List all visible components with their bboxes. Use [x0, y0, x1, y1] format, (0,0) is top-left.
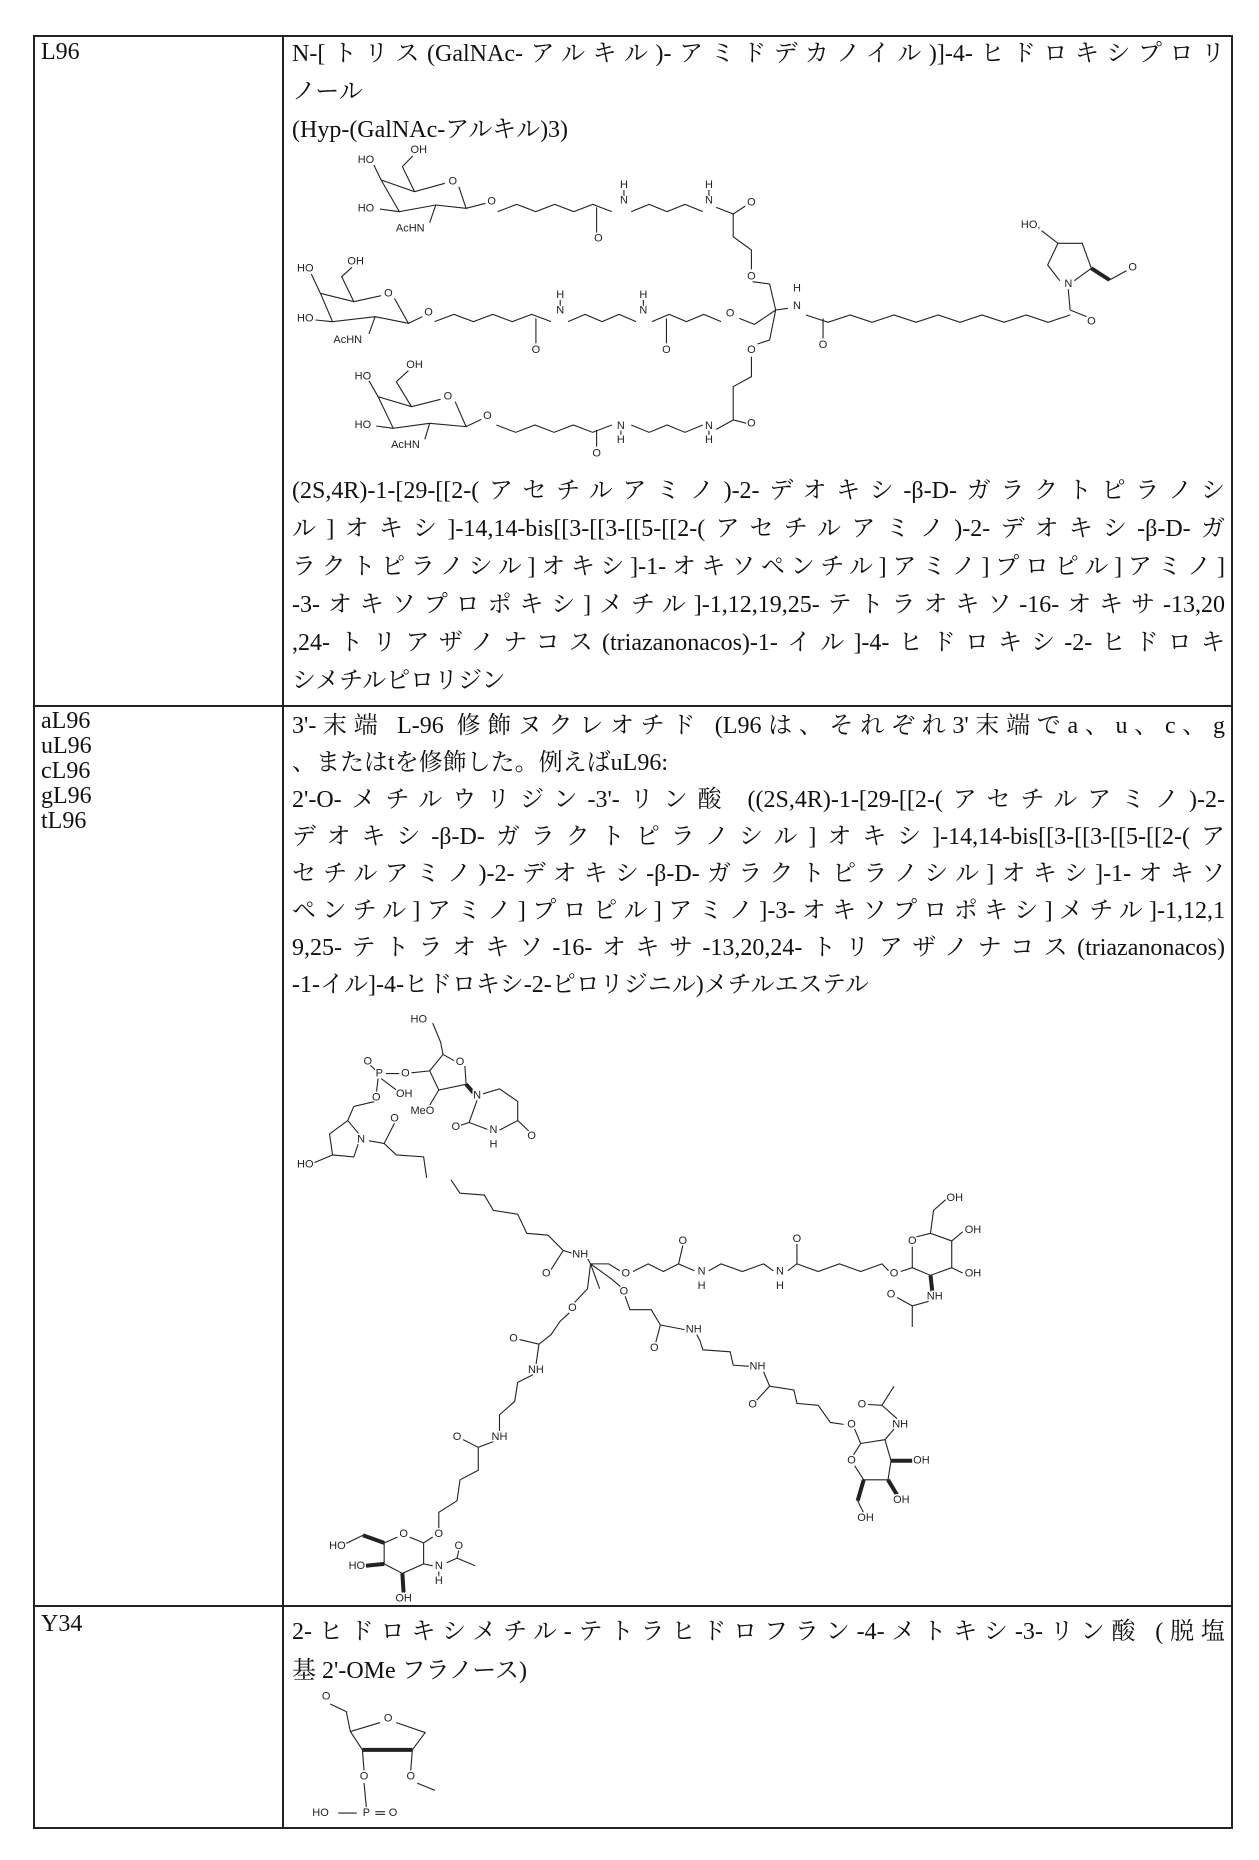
atom-label: O — [363, 1055, 372, 1067]
text-line: (Hyp-(GalNAc-アルキル)3) — [292, 111, 1225, 149]
atom-label: OH — [411, 144, 428, 156]
atom-label: OH — [893, 1494, 910, 1506]
l96-variant-description — [292, 708, 1225, 1004]
atom-label: N — [1064, 278, 1072, 290]
atom-label: H — [705, 179, 713, 191]
l96-iupac-name — [292, 472, 1225, 700]
atom-label: H — [435, 1575, 443, 1587]
bonds — [330, 1704, 435, 1814]
atom-label: H — [617, 434, 625, 446]
text-line: -3-オキソプロポキシ]メチル]-1,12,19,25-テトラオキソ-16-オキサ-13,20 — [292, 586, 1225, 624]
table-border-bottom — [33, 1827, 1233, 1829]
atom-label: O — [389, 1807, 398, 1819]
atom-label: O — [527, 1130, 536, 1142]
atom-label: OH — [857, 1512, 874, 1524]
atom-label: O — [401, 1068, 410, 1080]
text-line: ル]オキシ]-14,14-bis[[3-[[3-[[5-[[2-(アセチルアミノ)-2-デオキシ-β-D-ガ — [292, 510, 1225, 548]
atom-label: O — [322, 1691, 331, 1703]
code-gl96: gL96 — [41, 784, 92, 809]
atom-label: OH — [406, 359, 423, 371]
atom-label: HO — [329, 1540, 346, 1552]
atom-label: O — [747, 344, 756, 356]
atom-label: O — [532, 344, 541, 356]
atom-label: O — [448, 176, 457, 188]
atom-label: O — [384, 287, 393, 299]
atom-label: H — [639, 289, 647, 301]
atom-label: N — [639, 305, 647, 317]
atom-label: O — [592, 447, 601, 459]
atom-label: N — [617, 420, 625, 432]
atom-label: O — [453, 1431, 462, 1443]
atom-label: O — [747, 197, 756, 209]
atom-label: O — [594, 232, 603, 244]
atom-label: AcHN — [396, 222, 425, 234]
atom-label: H — [705, 434, 713, 446]
atom-label: O — [456, 1056, 465, 1068]
atom-label: O — [847, 1418, 856, 1430]
atom-label: N — [705, 420, 713, 432]
atom-label: OH — [395, 1592, 412, 1604]
text-line: 、またはtを修飾した。例えばuL96: — [292, 745, 1225, 782]
atom-label: HO — [297, 312, 314, 324]
text-line: シメチルピロリジン — [292, 662, 1225, 700]
atom-label: O — [890, 1267, 899, 1279]
atom-label: N — [698, 1266, 706, 1278]
atom-label: H — [776, 1280, 784, 1292]
chemical-structure-ul96 — [284, 1004, 1234, 1604]
atom-label: AcHN — [391, 439, 420, 451]
atom-label: O — [406, 1770, 415, 1782]
atom-label: OH — [913, 1455, 930, 1467]
atom-label: NH — [686, 1324, 702, 1336]
atom-label: O — [858, 1399, 867, 1411]
atom-label: NH — [492, 1431, 508, 1443]
text-line: 3'-末端 L-96 修飾ヌクレオチド (L96は、それぞれ3'末端でa、u、c、g — [292, 708, 1225, 745]
atom-label: O — [1087, 316, 1096, 328]
atom-label: HO — [297, 1159, 314, 1171]
atom-label: O — [620, 1285, 629, 1297]
atom-label: HO, — [1021, 219, 1041, 231]
atom-label: P — [376, 1068, 383, 1080]
row-divider — [33, 1605, 1233, 1607]
atom-label: O — [679, 1235, 688, 1247]
atom-label: OH — [965, 1224, 982, 1236]
atom-labels — [297, 144, 1137, 459]
atom-label: N — [435, 1560, 443, 1572]
atom-label: N — [793, 300, 801, 312]
code-al96: aL96 — [41, 709, 92, 734]
atom-label: O — [360, 1770, 369, 1782]
code-cl96: cL96 — [41, 759, 92, 784]
atom-label: O — [793, 1233, 802, 1245]
text-line: 2'-O-メチルウリジン-3'-リン酸 ((2S,4R)-1-[29-[[2-(アセチルアミノ)-2- — [292, 782, 1225, 819]
atom-label: O — [444, 391, 453, 403]
table-border-left — [33, 35, 35, 1829]
text-line: ラクトピラノシル]オキシ]-1-オキソペンチル]アミノ]プロピル]アミノ] — [292, 548, 1225, 586]
atom-label: O — [372, 1092, 381, 1104]
atom-label: H — [698, 1280, 706, 1292]
atom-label: O — [650, 1342, 659, 1354]
row-code-y34: Y34 — [41, 1612, 82, 1637]
text-line: ,24-トリアザノナコス(triazanonacos)-1-イル]-4-ヒドロキシ-2-ヒドロキ — [292, 624, 1225, 662]
row-divider — [33, 705, 1233, 707]
atom-label: MeO — [410, 1105, 434, 1117]
atom-label: P — [363, 1807, 370, 1819]
text-line: デオキシ-β-D-ガラクトピラノシル]オキシ]-14,14-bis[[3-[[3-[[5-[[2-(ア — [292, 819, 1225, 856]
chemical-structure-l96 — [284, 130, 1234, 470]
atom-label: H — [620, 179, 628, 191]
text-line: 9,25-テトラオキソ-16-オキサ-13,20,24-トリアザノナコス(triazanonacos) — [292, 930, 1225, 967]
atom-label: HO — [411, 1013, 428, 1025]
atom-label: O — [621, 1267, 630, 1279]
text-line: 基 2'-OMe フラノース) — [292, 1652, 1225, 1691]
atom-label: HO — [349, 1560, 366, 1572]
atom-label: N — [357, 1134, 365, 1146]
atom-label: OH — [947, 1192, 964, 1204]
row-codes-l96-variants — [41, 709, 92, 834]
text-line: 2-ヒドロキシメチル-テトラヒドロフラン-4-メトキシ-3-リン酸 (脱塩 — [292, 1613, 1225, 1652]
atom-label: NH — [892, 1418, 908, 1430]
atom-label: OH — [396, 1088, 413, 1100]
atom-label: O — [384, 1712, 393, 1724]
atom-label: O — [662, 344, 671, 356]
chemical-structure-y34 — [298, 1690, 451, 1823]
text-line: (2S,4R)-1-[29-[[2-(アセチルアミノ)-2-デオキシ-β-D-ガラクトピラノシ — [292, 472, 1225, 510]
atom-label: O — [1128, 261, 1137, 273]
atom-label: O — [509, 1332, 518, 1344]
atom-label: N — [489, 1124, 497, 1136]
atom-label: NH — [750, 1360, 766, 1372]
atom-label: NH — [927, 1290, 943, 1302]
atom-label: N — [776, 1266, 784, 1278]
atom-label: H — [793, 282, 801, 294]
text-line: ノール — [292, 73, 1225, 111]
atom-label: O — [568, 1302, 577, 1314]
atom-label: O — [747, 271, 756, 283]
atom-label: N — [556, 305, 564, 317]
atom-label: O — [726, 307, 735, 319]
atom-label: N — [705, 195, 713, 207]
atom-label: O — [483, 410, 492, 422]
atom-labels — [312, 1691, 415, 1819]
code-tl96: tL96 — [41, 809, 92, 834]
atom-label: NH — [528, 1364, 544, 1376]
bonds — [311, 156, 1126, 447]
atom-label: O — [847, 1455, 856, 1467]
y34-description — [292, 1613, 1225, 1691]
atom-label: HO — [355, 419, 372, 431]
atom-label: O — [435, 1528, 444, 1540]
atom-label: O — [908, 1235, 917, 1247]
code-ul96: uL96 — [41, 734, 92, 759]
atom-label: OH — [347, 256, 364, 268]
atom-label: HO — [297, 262, 314, 274]
atom-label: O — [455, 1540, 464, 1552]
atom-label: O — [887, 1288, 896, 1300]
row-code-l96: L96 — [41, 40, 80, 65]
atom-label: N — [473, 1090, 481, 1102]
atom-label: OH — [965, 1267, 982, 1279]
atom-label: HO — [358, 202, 375, 214]
atom-label: O — [390, 1113, 399, 1125]
atom-label: H — [556, 289, 564, 301]
atom-label: NH — [572, 1248, 588, 1260]
atom-label: O — [399, 1528, 408, 1540]
atom-label: HO — [355, 371, 372, 383]
atom-label: O — [819, 339, 828, 351]
atom-labels — [297, 1013, 981, 1604]
atom-label: O — [747, 417, 756, 429]
text-line: N-[トリス(GalNAc-アルキル)-アミドデカノイル)]-4-ヒドロキシプロリ — [292, 35, 1225, 73]
atom-label: AcHN — [333, 334, 362, 346]
text-line: セチルアミノ)-2-デオキシ-β-D-ガラクトピラノシル]オキシ]-1-オキソ — [292, 856, 1225, 893]
atom-label: O — [424, 307, 433, 319]
atom-label: O — [542, 1267, 551, 1279]
atom-label: O — [748, 1399, 757, 1411]
atom-label: O — [487, 196, 496, 208]
atom-label: H — [489, 1139, 497, 1151]
atom-label: N — [620, 195, 628, 207]
atom-label: O — [452, 1121, 461, 1133]
atom-label: HO — [358, 154, 375, 166]
text-line: ペンチル]アミノ]プロピル]アミノ]-3-オキソプロポキシ]メチル]-1,12,1 — [292, 893, 1225, 930]
atom-label: HO — [312, 1807, 329, 1819]
text-line: -1-イル]-4-ヒドロキシ-2-ピロリジニル)メチルエステル — [292, 967, 1225, 1004]
